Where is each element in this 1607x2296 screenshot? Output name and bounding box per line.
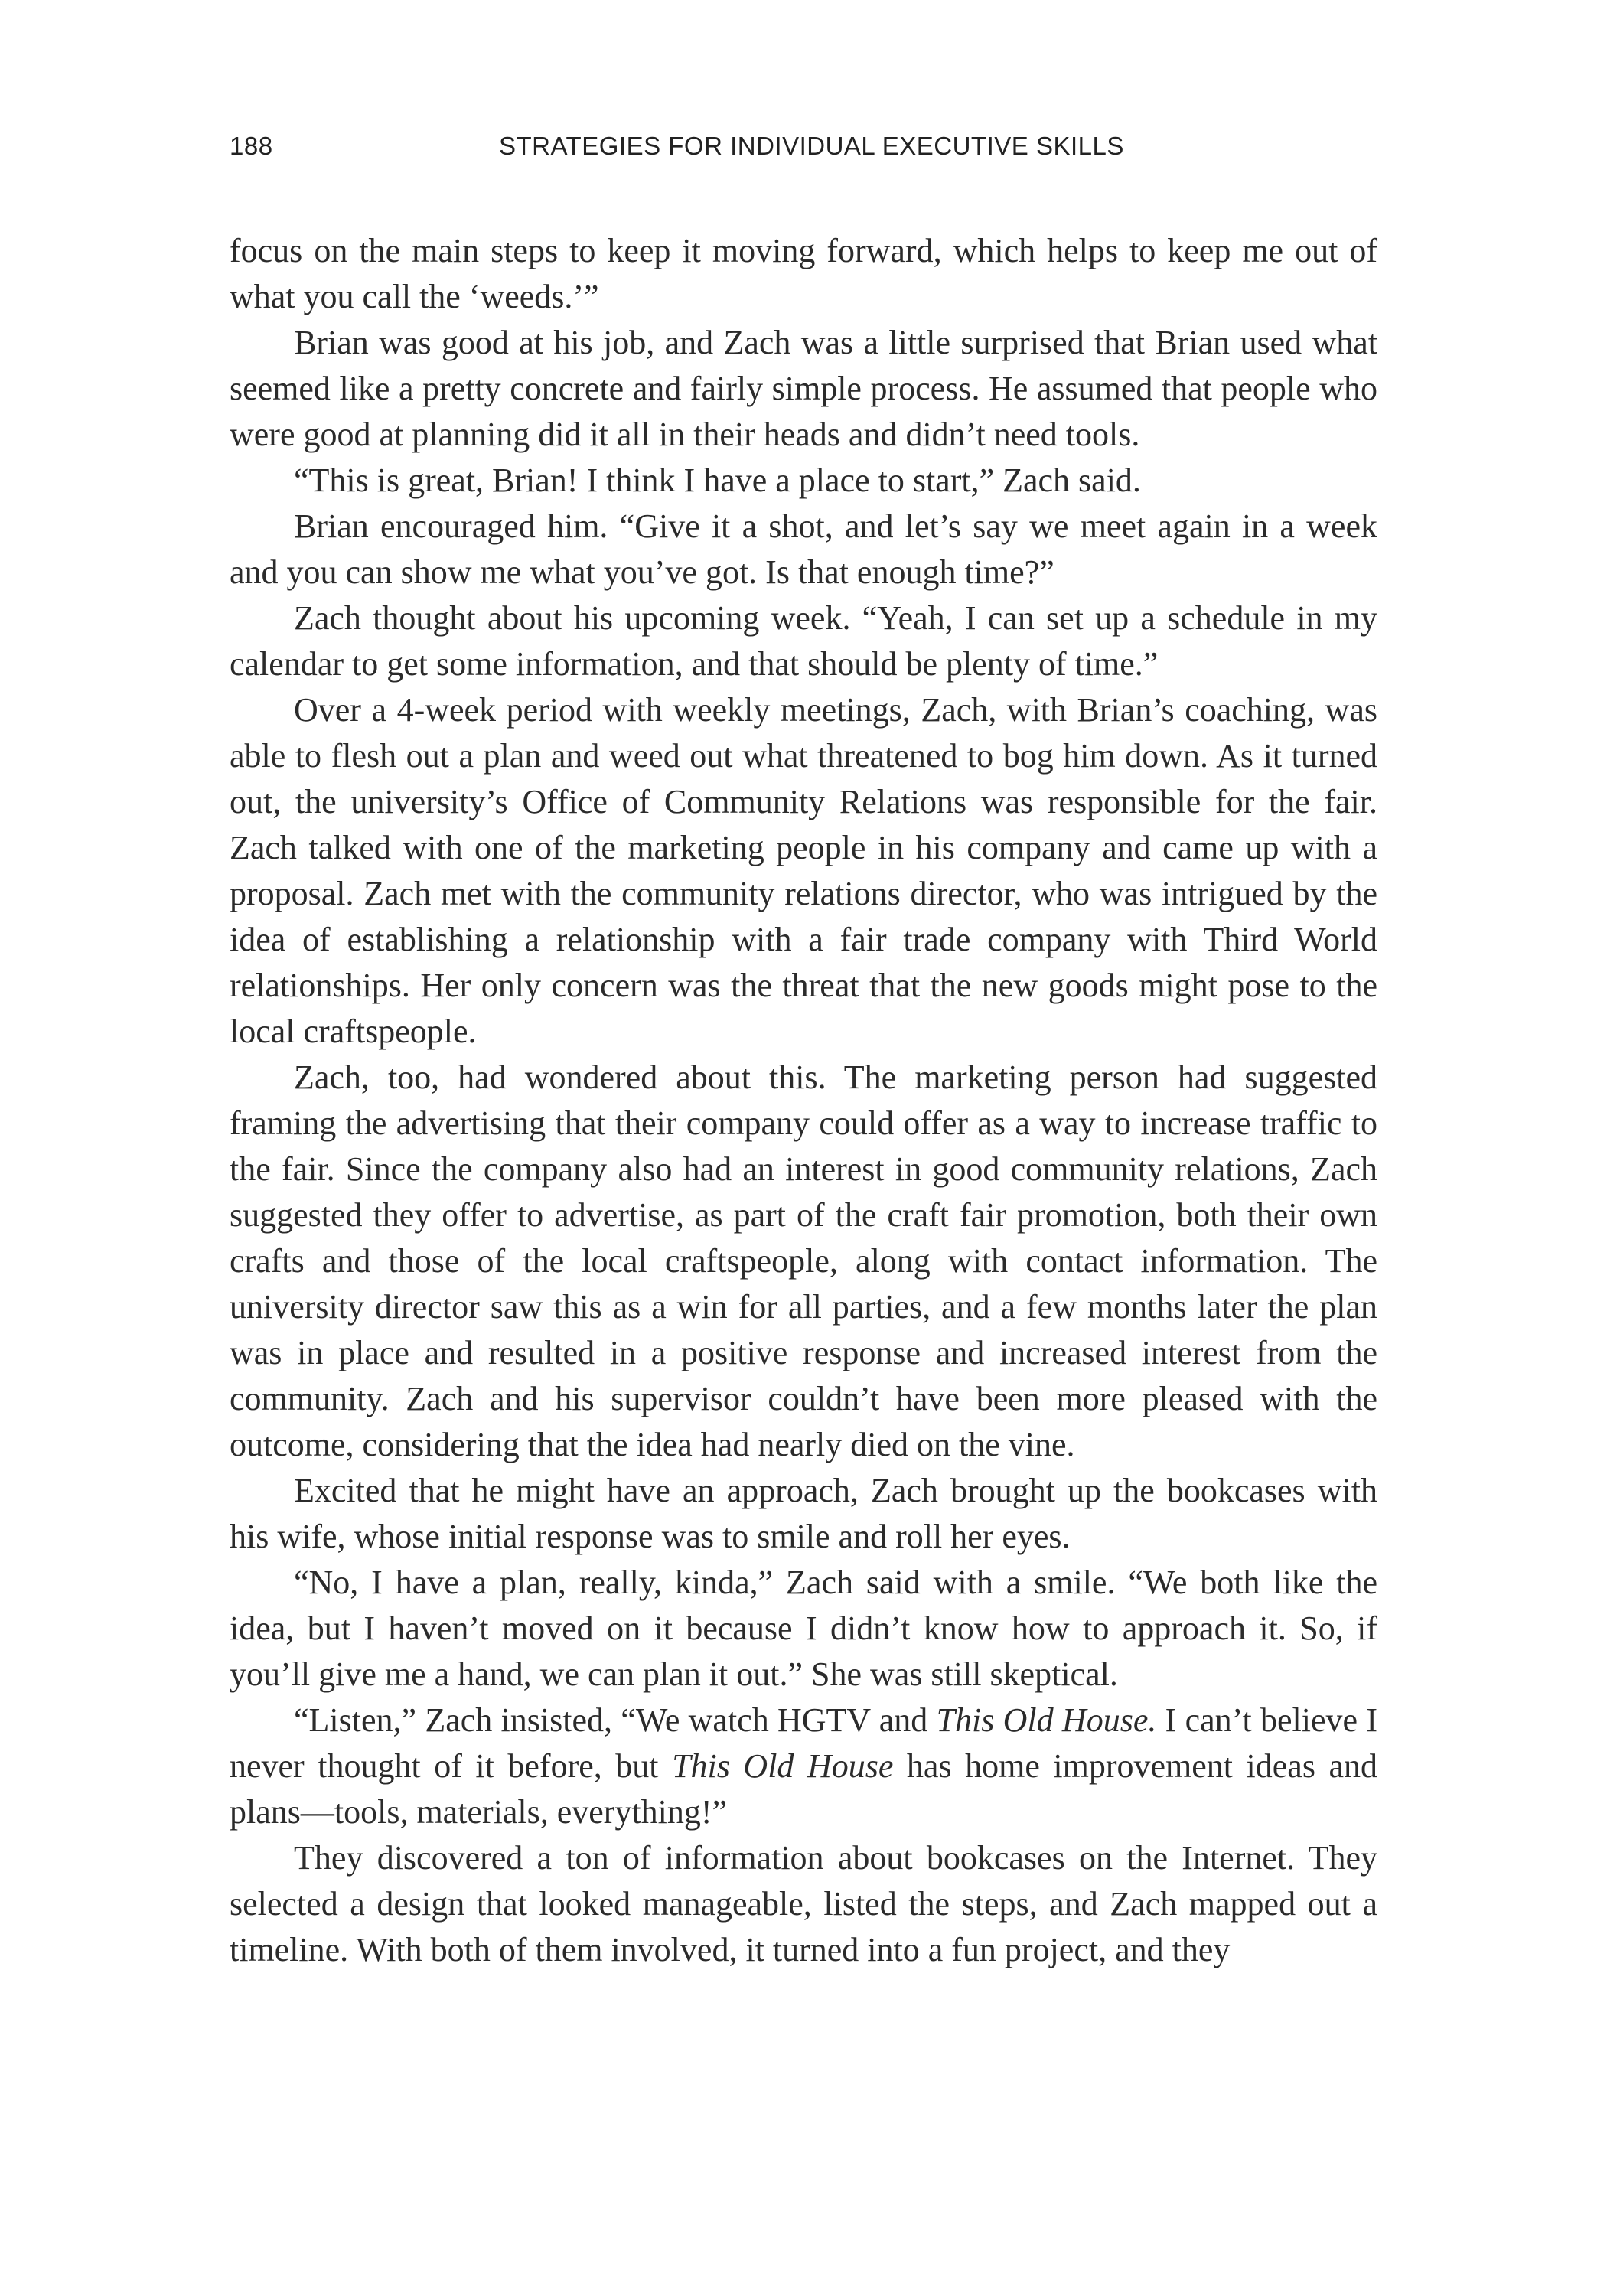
paragraph-text: Brian encouraged him. “Give it a shot, and let’s say we meet again in a week and you can show me what you’ve got. Is that enough time?” <box>230 507 1377 591</box>
paragraph-text: focus on the main steps to keep it moving forward, which helps to keep me out of what you call the ‘weeds.’” <box>230 232 1377 315</box>
running-head <box>230 132 1377 174</box>
paragraph <box>230 1835 1377 1973</box>
body-text <box>230 228 1377 1973</box>
paragraph-text: Zach, too, had wondered about this. The marketing person had suggested framing the advertising that their company could offer as a way to increase traffic to the fair. Since the company also had an interest in good community relations, Zach suggested they offer to advertise, as part of the craft fair promotion, both their own crafts and those of the local craftspeople, along with contact information. The university director saw this as a win for all parties, and a few months later the plan was in place and resulted in a positive response and increased interest from the community. Zach and his supervisor couldn’t have been more pleased with the outcome, considering that the idea had nearly died on the vine. <box>230 1058 1377 1463</box>
paragraph-text: “No, I have a plan, really, kinda,” Zach said with a smile. “We both like the idea, but I haven’t moved on it because I didn’t know how to approach it. So, if you’ll give me a hand, we can plan it out.” She was still skeptical. <box>230 1564 1377 1693</box>
paragraph <box>230 504 1377 595</box>
italic-title: This Old House <box>672 1747 894 1785</box>
paragraph-text: Over a 4-week period with weekly meetings, Zach, with Brian’s coaching, was able to flesh out a plan and weed out what threatened to bog him down. As it turned out, the university’s Office of Community Relations was responsible for the fair. Zach talked with one of the marketing people in his company and came up with a proposal. Zach met with the community relations director, who was intrigued by the idea of establishing a relationship with a fair trade company with Third World relationships. Her only concern was the threat that the new goods might pose to the local craftspeople. <box>230 691 1377 1050</box>
paragraph <box>230 1560 1377 1698</box>
paragraph <box>230 1468 1377 1560</box>
paragraph <box>230 458 1377 504</box>
running-title: STRATEGIES FOR INDIVIDUAL EXECUTIVE SKILLS <box>499 132 1124 160</box>
paragraph-text: They discovered a ton of information about bookcases on the Internet. They selected a design that looked manageable, listed the steps, and Zach mapped out a timeline. With both of them involved, it turned into a fun project, and they <box>230 1839 1377 1968</box>
paragraph <box>230 320 1377 458</box>
paragraph <box>230 1055 1377 1468</box>
paragraph <box>230 595 1377 687</box>
italic-title: This Old House. <box>936 1701 1157 1739</box>
paragraph-text: “This is great, Brian! I think I have a place to start,” Zach said. <box>294 461 1141 499</box>
paragraph-text: “Listen,” Zach insisted, “We watch HGTV and <box>294 1701 937 1739</box>
paragraph <box>230 228 1377 320</box>
paragraph-text: Excited that he might have an approach, Zach brought up the bookcases with his wife, whose initial response was to smile and roll her eyes. <box>230 1472 1377 1555</box>
paragraph <box>230 1698 1377 1835</box>
page-number: 188 <box>230 132 273 160</box>
paragraph <box>230 687 1377 1055</box>
paragraph-text: has home improvement ideas and plans—tools, materials, everything!” <box>230 1747 1378 1831</box>
paragraph-text: I can’t believe I never thought of it before, but <box>230 1701 1378 1785</box>
paragraph-text: Zach thought about his upcoming week. “Yeah, I can set up a schedule in my calendar to get some information, and that should be plenty of time.” <box>230 599 1377 683</box>
paragraph-text: Brian was good at his job, and Zach was a little surprised that Brian used what seemed like a pretty concrete and fairly simple process. He assumed that people who were good at planning did it all in their heads and didn’t need tools. <box>230 324 1377 453</box>
